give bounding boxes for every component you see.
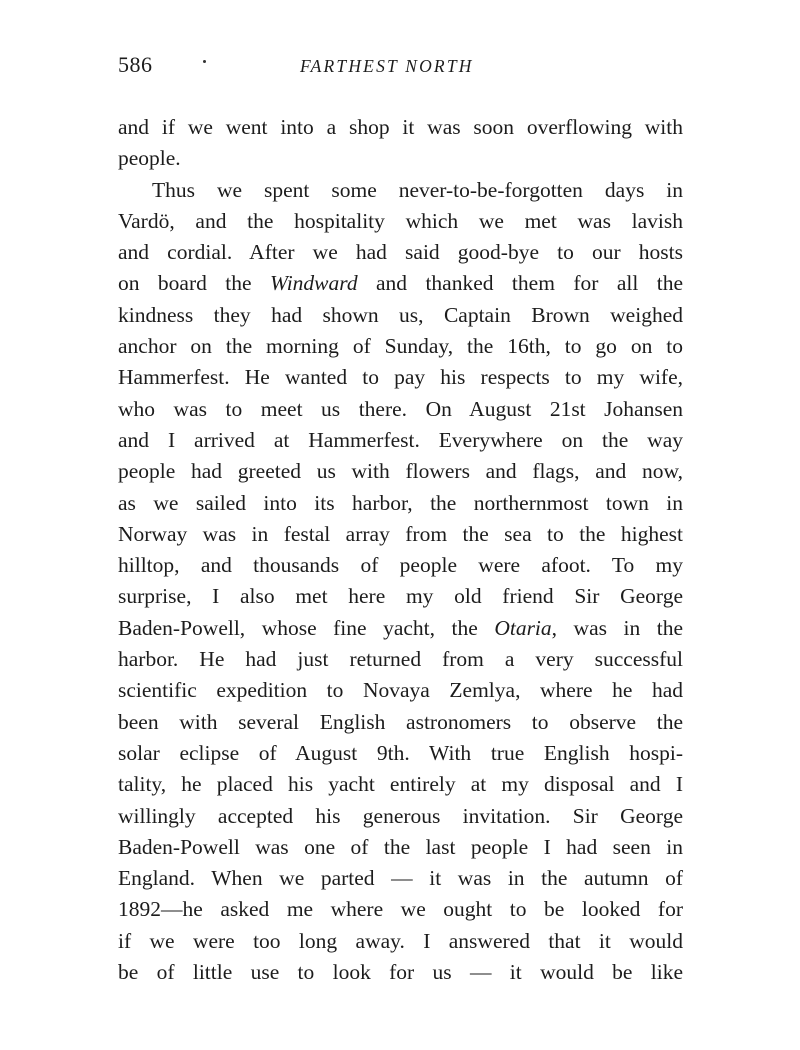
text-segment: kindness they had shown us, Captain Brown weighed <box>118 302 683 327</box>
text-line <box>118 300 683 331</box>
text-segment: harbor. He had just returned from a very successful <box>118 647 683 672</box>
text-segment: Baden-Powell, whose fine yacht, the <box>118 615 495 640</box>
text-segment: Hammerfest. He wanted to pay his respects to my wife, <box>118 365 683 390</box>
text-segment: on board the <box>118 271 270 296</box>
text-segment: and thanked them for all the <box>357 271 683 296</box>
text-segment: and cordial. After we had said good-bye to our hosts <box>118 240 683 265</box>
text-line <box>118 738 683 769</box>
text-line <box>118 362 683 393</box>
text-segment: anchor on the morning of Sunday, the 16th, to go on to <box>118 334 683 359</box>
text-line <box>118 268 683 299</box>
text-segment: who was to meet us there. On August 21st Johansen <box>118 396 683 421</box>
text-line <box>118 143 683 174</box>
running-title: FARTHEST NORTH <box>300 56 474 76</box>
text-segment: hilltop, and thousands of people were afoot. To my <box>118 553 683 578</box>
text-line <box>118 926 683 957</box>
text-line <box>118 519 683 550</box>
text-line <box>118 425 683 456</box>
text-segment: 1892—he asked me where we ought to be looked for <box>118 897 683 922</box>
text-segment: scientific expedition to Novaya Zemlya, where he had <box>118 678 683 703</box>
ship-name: Otaria <box>494 615 552 640</box>
text-line <box>118 394 683 425</box>
text-segment: England. When we parted — it was in the autumn of <box>118 866 683 891</box>
text-line <box>118 957 683 988</box>
text-segment: people had greeted us with flowers and flags, and now, <box>118 459 683 484</box>
text-line <box>118 581 683 612</box>
body-text <box>118 112 683 988</box>
text-line <box>118 488 683 519</box>
text-line <box>118 644 683 675</box>
text-line <box>118 331 683 362</box>
text-segment: solar eclipse of August 9th. With true English hospi- <box>118 740 683 765</box>
page-number: 586 <box>118 52 153 77</box>
text-segment: Baden-Powell was one of the last people I had seen in <box>118 834 683 859</box>
text-line <box>118 769 683 800</box>
text-line <box>118 456 683 487</box>
text-line <box>118 206 683 237</box>
text-segment: and I arrived at Hammerfest. Everywhere on the way <box>118 427 683 452</box>
text-line <box>118 863 683 894</box>
text-segment: been with several English astronomers to observe the <box>118 709 683 734</box>
text-segment: , was in the <box>551 615 683 640</box>
text-segment: as we sailed into its harbor, the northernmost town in <box>118 490 683 515</box>
running-head <box>118 52 683 92</box>
text-line <box>118 675 683 706</box>
text-segment: and if we went into a shop it was soon overflowing with <box>118 115 683 139</box>
text-line <box>118 613 683 644</box>
text-segment: be of little use to look for us — it would be like <box>118 960 683 985</box>
text-line <box>118 237 683 268</box>
text-segment: Norway was in festal array from the sea to the highest <box>118 521 683 546</box>
text-segment: Vardö, and the hospitality which we met was lavish <box>118 208 683 233</box>
text-line <box>118 832 683 863</box>
text-line <box>118 175 683 206</box>
text-segment: people. <box>118 146 181 171</box>
text-line <box>118 112 683 143</box>
text-line <box>118 550 683 581</box>
text-segment: willingly accepted his generous invitation. Sir George <box>118 803 683 828</box>
text-segment: Thus we spent some never-to-be-forgotten days in <box>152 177 683 202</box>
text-line <box>118 801 683 832</box>
ship-name: Windward <box>269 271 358 296</box>
text-segment: if we were too long away. I answered that it would <box>118 928 683 953</box>
header-dot <box>203 60 206 63</box>
text-segment: tality, he placed his yacht entirely at my disposal and I <box>118 772 683 797</box>
text-line <box>118 894 683 925</box>
text-segment: surprise, I also met here my old friend Sir George <box>118 584 683 609</box>
text-line <box>118 707 683 738</box>
